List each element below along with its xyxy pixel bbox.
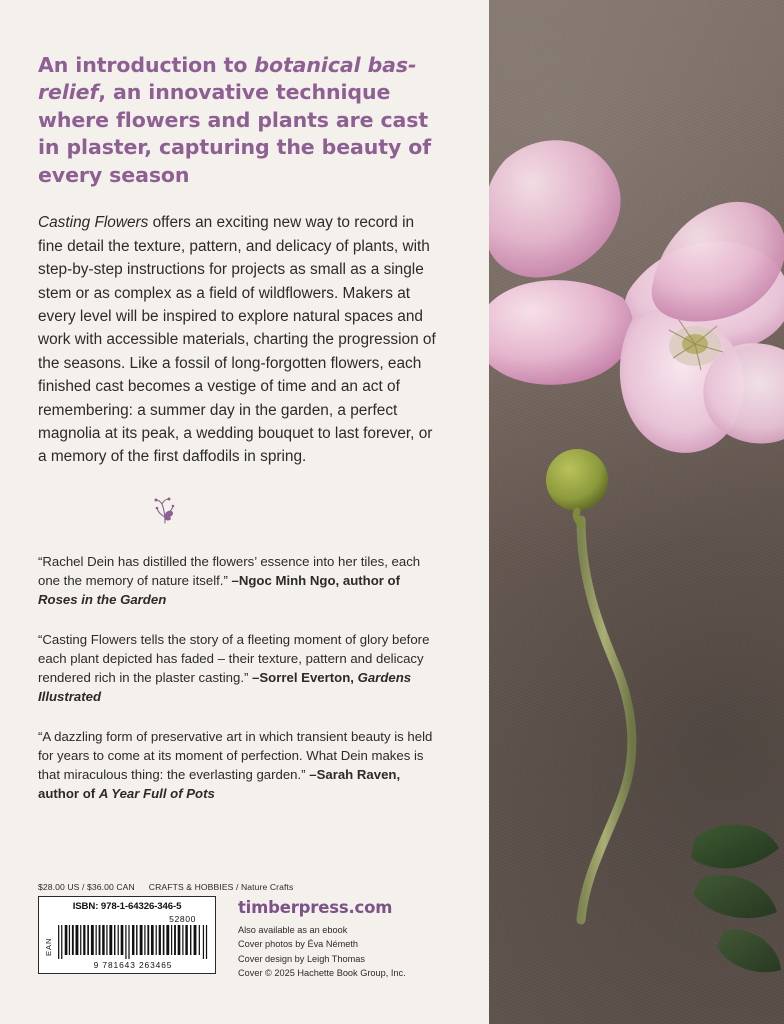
price-label: $28.00 US / $36.00 CAN (38, 882, 135, 892)
headline (38, 52, 448, 189)
category-label: CRAFTS & HOBBIES / Nature Crafts (148, 882, 294, 892)
headline-part-1: An introduction to (38, 53, 255, 77)
credit-line: Cover © 2025 Hachette Book Group, Inc. (238, 967, 406, 978)
publisher-url[interactable]: timberpress.com (238, 898, 393, 917)
publisher-column (238, 896, 406, 980)
blurb-source: Gardens Illustrated (38, 670, 412, 705)
blurb-item (38, 727, 438, 804)
petal-detached (489, 140, 621, 277)
price-category-row (38, 882, 458, 892)
credit-line: Cover design by Leigh Thomas (238, 953, 365, 964)
blurb-quote: “A dazzling form of preservative art in which transient beauty is held for years to come at its moment of perfection. What Dein makes is that miraculous thing: the everlasting garden.” (38, 728, 433, 783)
blurb-quote: “Casting Flowers tells the story of a fleeting moment of glory before each plant depicted has faded – their texture, pattern and delicacy rendered rich in the plaster casting.” (38, 631, 430, 686)
book-title-italic: Casting Flowers (38, 214, 149, 232)
blurb-source: A Year Full of Pots (98, 786, 215, 802)
barcode-bars (56, 925, 210, 959)
flower-sprig-ornament (38, 495, 451, 530)
blurb-source: Roses in the Garden (38, 592, 167, 608)
price-code-label: 52800 (169, 914, 196, 924)
body-copy (38, 211, 438, 468)
blurb-item (38, 630, 438, 707)
blurb-attribution: –Sarah Raven, author of (38, 767, 401, 802)
blurb-list (38, 552, 438, 804)
isbn-label: ISBN: 978-1-64326-346-5 (72, 901, 182, 912)
cover-photo-anemone (489, 0, 784, 1024)
headline-emphasis: botanical bas-relief (38, 53, 417, 105)
headline-part-2: , an innovative technique where flowers and plants are cast in plaster, capturing the beauty of every season (38, 80, 432, 187)
barcode-block (38, 896, 216, 974)
anemone-illustration (489, 0, 784, 1024)
ean-label: EAN (44, 937, 53, 956)
leaf-cluster (691, 825, 781, 973)
credit-line: Cover photos by Éva Németh (238, 939, 359, 950)
body-copy-text: offers an exciting new way to record in fine detail the texture, pattern, and delicacy of plants, with step-by-step instructions for projects as small as a single stem or as complex as a field of wildflowers. Makers at every level will be inspired to explore natural spaces and work with accessible materials, charting the progression of the seasons. Like a fossil of long-forgotten flowers, each finished cast becomes a vestige of time and an act of remembering: a summer day in the garden, a perfect magnolia at its peak, a wedding bouquet to last forever, or a memory of the first daffodils in spring. (38, 214, 436, 466)
blurb-quote: “Rachel Dein has distilled the flowers’ essence into her tiles, each one the memory of nature itself.” (38, 553, 421, 589)
cover-credits (238, 923, 406, 980)
blurb-attribution: –Sorrel Everton, (252, 670, 358, 686)
flower-bud-and-stem (546, 449, 632, 920)
blurb-attribution: –Ngoc Minh Ngo, author of (231, 573, 401, 589)
cover-footer (38, 882, 458, 980)
blurb-item (38, 552, 438, 610)
credit-line: Also available as an ebook (238, 925, 348, 935)
barcode-digits: 9 781643 263465 (93, 960, 173, 970)
